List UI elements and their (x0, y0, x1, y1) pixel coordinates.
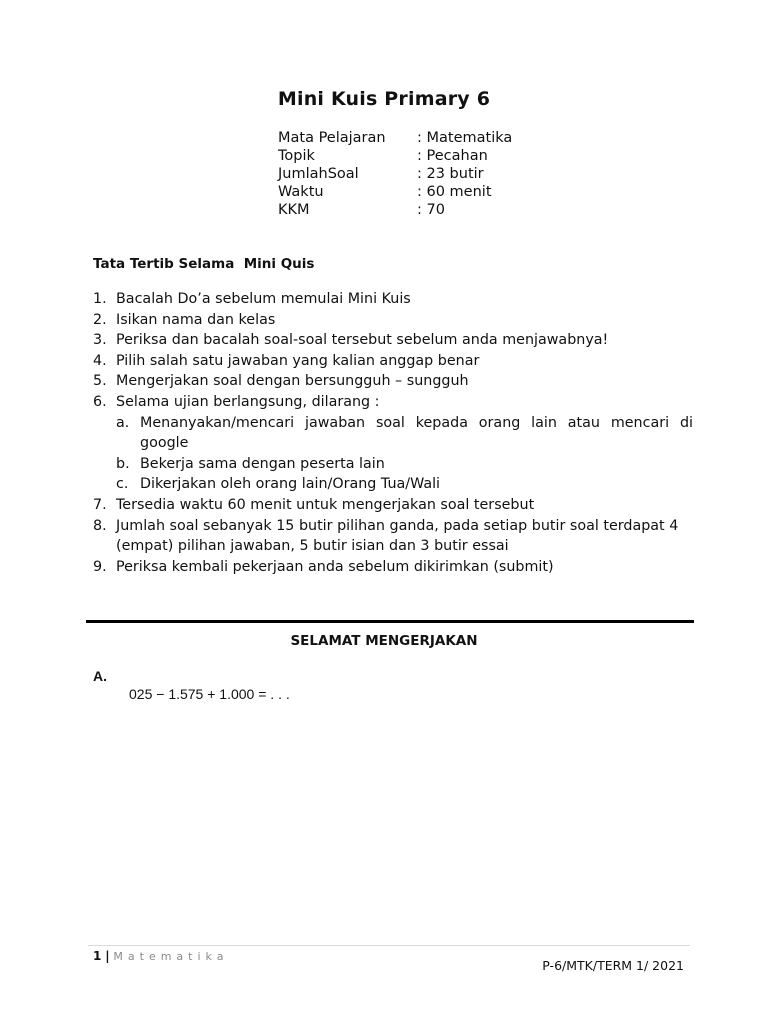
rule-text: Bacalah Do’a sebelum memulai Mini Kuis (116, 291, 411, 307)
rule-number: 3. (93, 332, 107, 349)
rule-text: Periksa kembali pekerjaan anda sebelum dikirimkan (submit) (116, 558, 554, 575)
rule-item (93, 557, 693, 578)
rule-number: 9. (93, 558, 107, 575)
section-label: A. (93, 668, 107, 684)
section-divider (86, 620, 694, 623)
subrule-text: Bekerja sama dengan peserta lain (140, 455, 385, 472)
rule-item (93, 371, 693, 392)
info-label: KKM (278, 202, 310, 218)
info-value: : Pecahan (417, 148, 488, 164)
rules-list (93, 289, 693, 577)
info-value: : Matematika (417, 130, 513, 146)
rule-text: Tersedia waktu 60 menit untuk mengerjakan soal tersebut (116, 496, 535, 513)
info-row-topic (278, 147, 512, 165)
rule-text: Periksa dan bacalah soal-soal tersebut sebelum anda menjawabnya! (116, 332, 609, 349)
question-text: 025 − 1.575 + 1.000 = . . . (129, 686, 290, 702)
page-number: 1 (93, 949, 102, 963)
rule-text: Pilih salah satu jawaban yang kalian anggap benar (116, 352, 480, 369)
subrule-letter: c. (116, 476, 129, 493)
subrule-item (93, 474, 693, 495)
info-label: Waktu (278, 184, 324, 200)
rule-text: Selama ujian berlangsung, dilarang : (116, 393, 380, 410)
info-value: : 23 butir (417, 166, 484, 182)
rule-item (93, 392, 693, 413)
subrule-text: Dikerjakan oleh orang lain/Orang Tua/Wali (140, 476, 441, 493)
rule-item (93, 289, 693, 310)
subrule-text: Menanyakan/mencari jawaban soal kepada orang lain atau mencari di google (140, 414, 693, 452)
subrule-letter: a. (116, 414, 130, 431)
document-code: P-6/MTK/TERM 1/ 2021 (542, 958, 684, 973)
footer-subject: Matematika (113, 950, 229, 963)
footer-separator: | (105, 949, 110, 963)
rule-item (93, 351, 693, 372)
info-label: Topik (278, 148, 315, 164)
subrule-item (93, 454, 693, 475)
rule-item (93, 310, 693, 331)
rule-item (93, 330, 693, 351)
info-value: : 60 menit (417, 184, 492, 200)
rules-heading: Tata Tertib Selama Mini Quis (93, 256, 315, 272)
rule-number: 8. (93, 517, 107, 534)
closing-heading: SELAMAT MENGERJAKAN (290, 633, 478, 649)
rule-number: 7. (93, 496, 107, 513)
info-value: : 70 (417, 202, 445, 218)
rule-text: Jumlah soal sebanyak 15 butir pilihan ganda, pada setiap butir soal terdapat 4 (empat) pilihan jawaban, 5 butir isian dan 3 butir essai (116, 517, 679, 555)
rule-number: 4. (93, 352, 107, 369)
rule-item (93, 495, 693, 516)
rule-number: 1. (93, 291, 107, 307)
document-title: Mini Kuis Primary 6 (277, 88, 491, 110)
rule-number: 6. (93, 393, 107, 410)
info-row-question-count (278, 165, 512, 183)
footer-divider (88, 945, 690, 946)
subrule-letter: b. (116, 455, 130, 472)
info-row-kkm (278, 201, 512, 219)
rule-item (93, 516, 693, 557)
quiz-info-table (278, 129, 512, 219)
info-row-time (278, 183, 512, 201)
rule-text: Mengerjakan soal dengan bersungguh – sungguh (116, 373, 469, 390)
page-footer (93, 949, 228, 963)
subrule-item (93, 413, 693, 454)
info-row-subject (278, 129, 512, 147)
rule-number: 5. (93, 373, 107, 390)
rule-text: Isikan nama dan kelas (116, 311, 276, 328)
rule-number: 2. (93, 311, 107, 328)
info-label: JumlahSoal (278, 166, 359, 182)
info-label: Mata Pelajaran (278, 130, 386, 146)
